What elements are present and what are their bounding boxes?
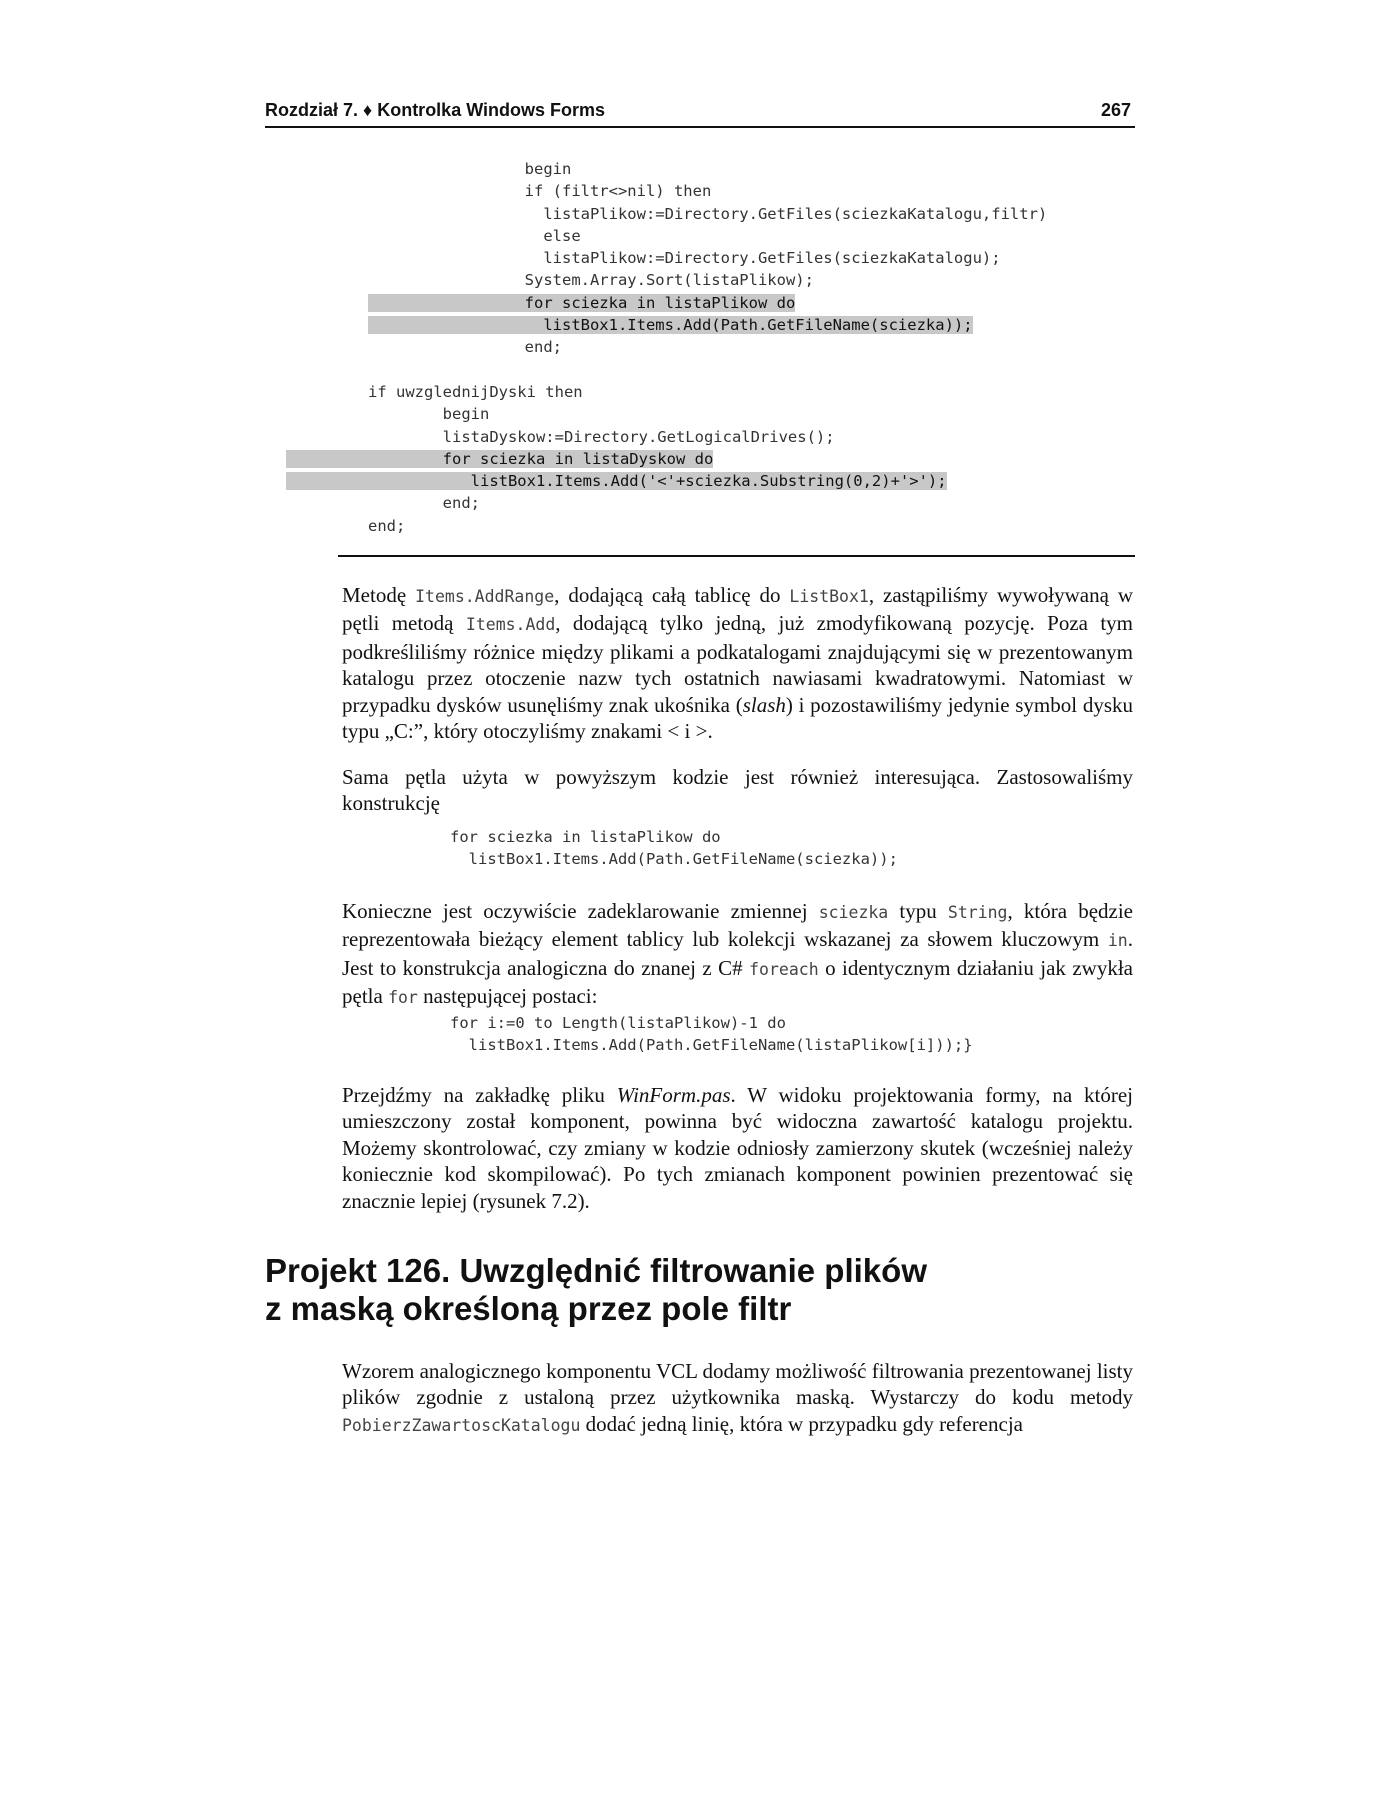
chapter-title: Rozdział 7. ♦ Kontrolka Windows Forms	[265, 100, 606, 120]
code-line: end;	[368, 494, 480, 513]
code-line-highlighted: listBox1.Items.Add(Path.GetFileName(sciezka));	[450, 314, 1047, 336]
code-line-highlighted: for sciezka in listaPlikow do	[450, 292, 1047, 314]
code-line: for i:=0 to Length(listaPlikow)-1 do	[450, 1014, 786, 1032]
code-line: if uwzglednijDyski then	[368, 382, 583, 401]
code-bottom-rule	[338, 555, 1135, 557]
code-line: listaPlikow:=Directory.GetFiles(sciezkaKatalogu);	[450, 249, 1001, 268]
code-line: begin	[368, 405, 490, 424]
code-line: else	[450, 226, 581, 245]
paragraph-3: Konieczne jest oczywiście zadeklarowanie zmiennej sciezka typu String, która będzie reprezentowała bieżący element tablicy lub kolekcji wskazanej za słowem kluczowym in. Jest to konstrukcja analogiczna do znanej z C# foreach o identycznym działaniu jak zwykła pętla for następującej postaci:	[342, 899, 1133, 1009]
code-line-highlighted: for sciezka in listaDyskow do	[368, 448, 1047, 470]
code-line: System.Array.Sort(listaPlikow);	[450, 271, 814, 290]
page-number: 267	[1100, 100, 1131, 120]
code-example-2	[368, 1012, 973, 1057]
code-example-1	[368, 826, 898, 871]
paragraph-1: Metodę Items.AddRange, dodającą całą tablicę do ListBox1, zastąpiliśmy wywoływaną w pętli metodą Items.Add, dodającą tylko jedną, już zmodyfikowaną pozycję. Poza tym podkreśliliśmy różnice między plikami a podkatalogami znajdującymi się w prezentowanym katalogu przez otoczenie nazw tych ostatnich nawiasami kwadratowymi. Natomiast w przypadku dysków usunęliśmy znak ukośnika (slash) i pozostawiliśmy jedynie symbol dysku typu „C:”, który otoczyliśmy znakami < i >.	[342, 583, 1134, 744]
code-listing	[368, 158, 1047, 537]
code-line: end;	[368, 516, 406, 535]
running-header	[265, 96, 1135, 128]
code-line	[450, 359, 1047, 381]
code-line-highlighted: listBox1.Items.Add('<'+sciezka.Substring(0,2)+'>');	[368, 470, 1047, 492]
code-line: listaDyskow:=Directory.GetLogicalDrives();	[368, 427, 835, 446]
code-line: listBox1.Items.Add(Path.GetFileName(sciezka));	[450, 850, 898, 869]
code-line: end;	[450, 338, 562, 357]
code-line: listaPlikow:=Directory.GetFiles(sciezkaKatalogu,filtr)	[450, 204, 1048, 223]
paragraph-2: Sama pętla użyta w powyższym kodzie jest również interesująca. Zastosowaliśmy konstrukcję	[342, 765, 1133, 816]
code-line: if (filtr<>nil) then	[450, 182, 712, 201]
section-heading: Projekt 126. Uwzględnić filtrowanie plików z maską określoną przez pole filtr	[265, 1252, 927, 1327]
code-line: for sciezka in listaPlikow do	[450, 828, 721, 846]
code-line: listBox1.Items.Add(Path.GetFileName(listaPlikow[i]));}	[450, 1036, 973, 1055]
paragraph-5: Wzorem analogicznego komponentu VCL dodamy możliwość filtrowania prezentowanej listy plików zgodnie z ustaloną przez użytkownika maską. Wystarczy do kodu metody PobierzZawartoscKatalogu dodać jedną linię, która w przypadku gdy referencja	[342, 1359, 1133, 1436]
paragraph-4: Przejdźmy na zakładkę pliku WinForm.pas. W widoku projektowania formy, na której umieszczony został komponent, powinna być widoczna zawartość katalogu projektu. Możemy skontrolować, czy zmiany w kodzie odniosły zamierzony skutek (wcześniej należy koniecznie kod skompilować). Po tych zmianach komponent powinien prezentować się znacznie lepiej (rysunek 7.2).	[342, 1083, 1133, 1213]
code-line: begin	[450, 160, 572, 178]
